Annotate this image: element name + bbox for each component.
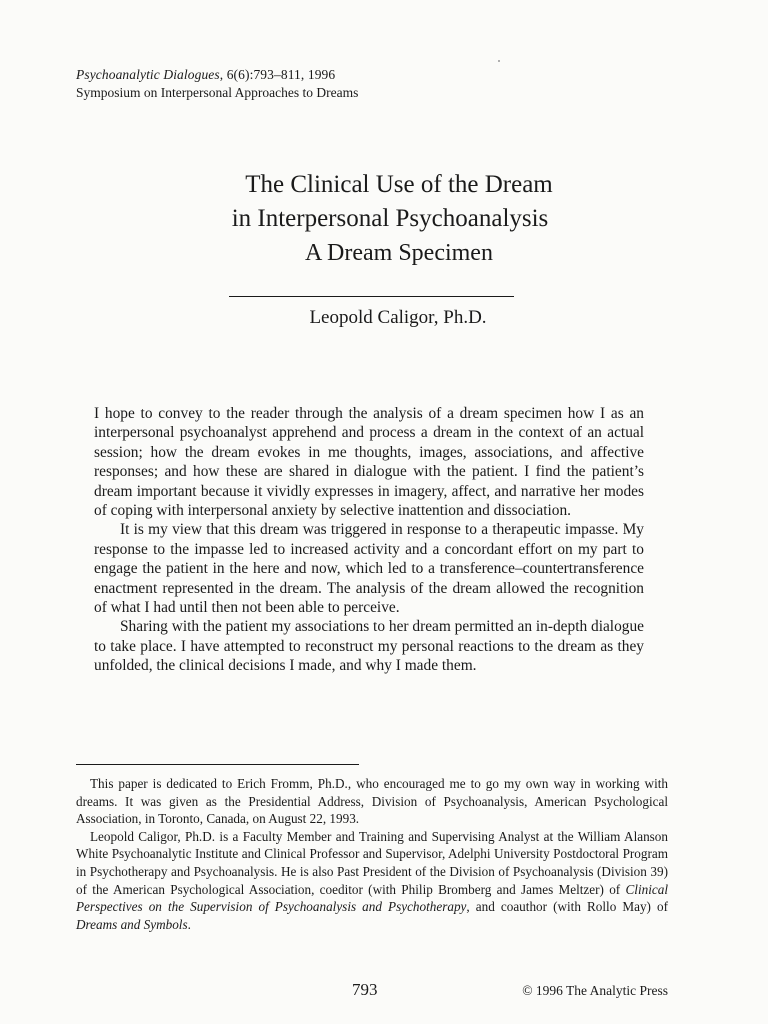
running-header: [76, 66, 358, 102]
footnote-author-bio: [76, 828, 668, 934]
footnote-divider: [76, 764, 359, 765]
title-line-2: in Interpersonal Psychoanalysis: [231, 205, 549, 232]
journal-name: Psychoanalytic Dialogues: [76, 67, 220, 82]
copyright-notice: © 1996 The Analytic Press: [522, 983, 668, 998]
scan-speck: [498, 60, 500, 62]
footnotes: [76, 775, 668, 933]
volume-pages: , 6(6):793–811, 1996: [219, 67, 336, 82]
abstract-paragraph-1: I hope to convey to the reader through the analysis of a dream specimen how I as an interpersonal psychoanalyst apprehend and process a dream in the context of an actual session; how the dream evokes in me thoughts, images, associations, and affective responses; and how these are shared in dialogue with the patient. I find the patient’s dream important because it vividly expresses in imagery, affect, and narrative her modes of coping with interpersonal anxiety by selective inattention and dissociation.: [94, 405, 644, 520]
bio-text-end: .: [187, 916, 191, 932]
footnote-dedication: This paper is dedicated to Erich Fromm, Ph.D., who encouraged me to go my own way in working with dreams. It was given as the Presidential Address, Division of Psychoanalysis, American Psychological Association, in Toronto, Canada, on August 22, 1993.: [76, 776, 668, 827]
abstract-paragraph-3: Sharing with the patient my associations to her dream permitted an in-depth dialogue to take place. I have attempted to reconstruct my personal reactions to the dream as they unfolded, the clinical decisions I made, and why I made them.: [94, 618, 645, 675]
article-title: [0, 168, 768, 270]
subtitle: A Dream Specimen: [305, 240, 493, 266]
title-line-1: The Clinical Use of the Dream: [245, 171, 553, 198]
abstract: [94, 404, 644, 676]
title-divider: [229, 296, 514, 297]
book-title-1: Clinical Perspectives on the Supervision of Psychoanalysis and Psychotherapy: [76, 881, 668, 915]
author-name: Leopold Caligor, Ph.D.: [309, 307, 487, 328]
journal-citation: [76, 66, 358, 84]
symposium-line: Symposium on Interpersonal Approaches to Dreams: [76, 85, 359, 100]
abstract-paragraph-2: It is my view that this dream was triggered in response to a therapeutic impasse. My response to the impasse led to increased activity and a concordant effort on my part to engage the patient in the here and now, which led to a transference–countertransference enactment represented in the dream. The analysis of the dream allowed the recognition of what I had until then not been able to perceive.: [94, 521, 644, 617]
page-number: 793: [352, 980, 378, 999]
bio-text: Leopold Caligor, Ph.D. is a Faculty Member and Training and Supervising Analyst at the William Alanson White Psychoanalytic Institute and Clinical Professor and Supervisor, Adelphi University Postdoctoral Program in Psychotherapy and Psychoanalysis. He is also Past President of the Division of Psychoanalysis (Division 39) of the American Psychological Association, coeditor (with Philip Bromberg and James Meltzer) of: [76, 828, 668, 897]
bio-text-2: , and coauthor (with Rollo May) of: [466, 899, 668, 915]
book-title-2: Dreams and Symbols: [76, 916, 188, 932]
